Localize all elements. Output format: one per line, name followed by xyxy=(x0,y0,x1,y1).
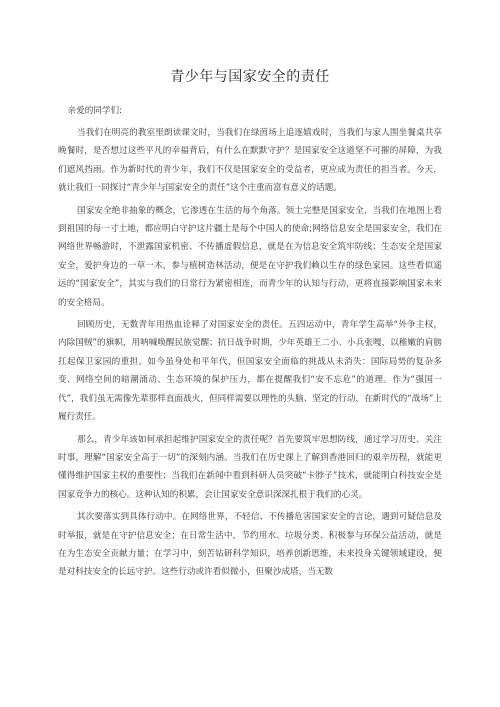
greeting: 亲爱的同学们: xyxy=(67,106,122,116)
paragraph-1: 当我们在明亮的教室里朗读课文时，当我们在绿茵场上追逐嬉戏时，当我们与家人围坐餐桌共享晚餐时，是否想过这些平凡的幸福背后，有什么在默默守护？是国家安全这道坚不可摧的屏障，为我们遮风挡雨。作为新时代的青少年，我们不仅是国家安全的受益者，更应成为责任的担当者。今天，就让我们一同探讨“青少年与国家安全的责任”这个庄重而富有意义的话题。 xyxy=(58,128,442,194)
paragraph-5: 其次要落实到具体行动中。在网络世界，不轻信、不传播危害国家安全的言论，遇到可疑信息及时举报，就是在守护信息安全；在日常生活中，节约用水、垃圾分类、积极参与环保公益活动，就是在为生态安全贡献力量；在学习中，刻苦钻研科学知识，培养创新思维，未来投身关键领域建设，便是对科技安全的长远守护。这些行动或许看似微小，但聚沙成塔，当无数 xyxy=(58,512,442,578)
paragraph-3: 回顾历史，无数青年用热血诠释了对国家安全的责任。五四运动中，青年学生高举“外争主权，内除国贼”的旗帜，用呐喊唤醒民族觉醒；抗日战争时期，少年英雄王二小、小兵张嘎，以稚嫩的肩膀扛起保卫家园的重担。如今虽身处和平年代，但国家安全面临的挑战从未消失：国际局势的复杂多变、网络空间的暗潮涌动、生态环境的保护压力，都在提醒我们“安不忘危”的道理。作为“强国一代”，我们虽无需像先辈那样直面战火，但同样需要以理性的头脑、坚定的行动，在新时代的“战场”上履行责任。 xyxy=(58,320,442,423)
paragraph-4: 那么，青少年该如何承担起维护国家安全的责任呢？首先要筑牢思想防线，通过学习历史、关注时事，理解“国家安全高于一切”的深刻内涵。当我们在历史课上了解到香港回归的艰辛历程，就能更懂得维护国家主权的重要性；当我们在新闻中看到科研人员突破“卡脖子”技术，就能明白科技安全是国家竞争力的核心。这种认知的积累，会让国家安全意识深深扎根于我们的心灵。 xyxy=(58,434,442,500)
paragraph-2: 国家安全绝非抽象的概念，它渗透在生活的每个角落。领土完整是国家安全，当我们在地图上看到祖国的每一寸土地，都应明白守护这片疆土是每个中国人的使命;网络信息安全是国家安全，我们在网络世界畅游时，不泄露国家机密、不传播虚假信息，就是在为信息安全筑牢防线；生态安全是国家安全，爱护身边的一草一木，参与植树造林活动，便是在守护我们赖以生存的绿色家园。这些看似遥远的“国家安全”，其实与我们的日常行为紧密相连，而青少年的认知与行动，更将直接影响国家未来的安全格局。 xyxy=(58,205,442,308)
document-title: 青少年与国家安全的责任 xyxy=(170,69,330,85)
